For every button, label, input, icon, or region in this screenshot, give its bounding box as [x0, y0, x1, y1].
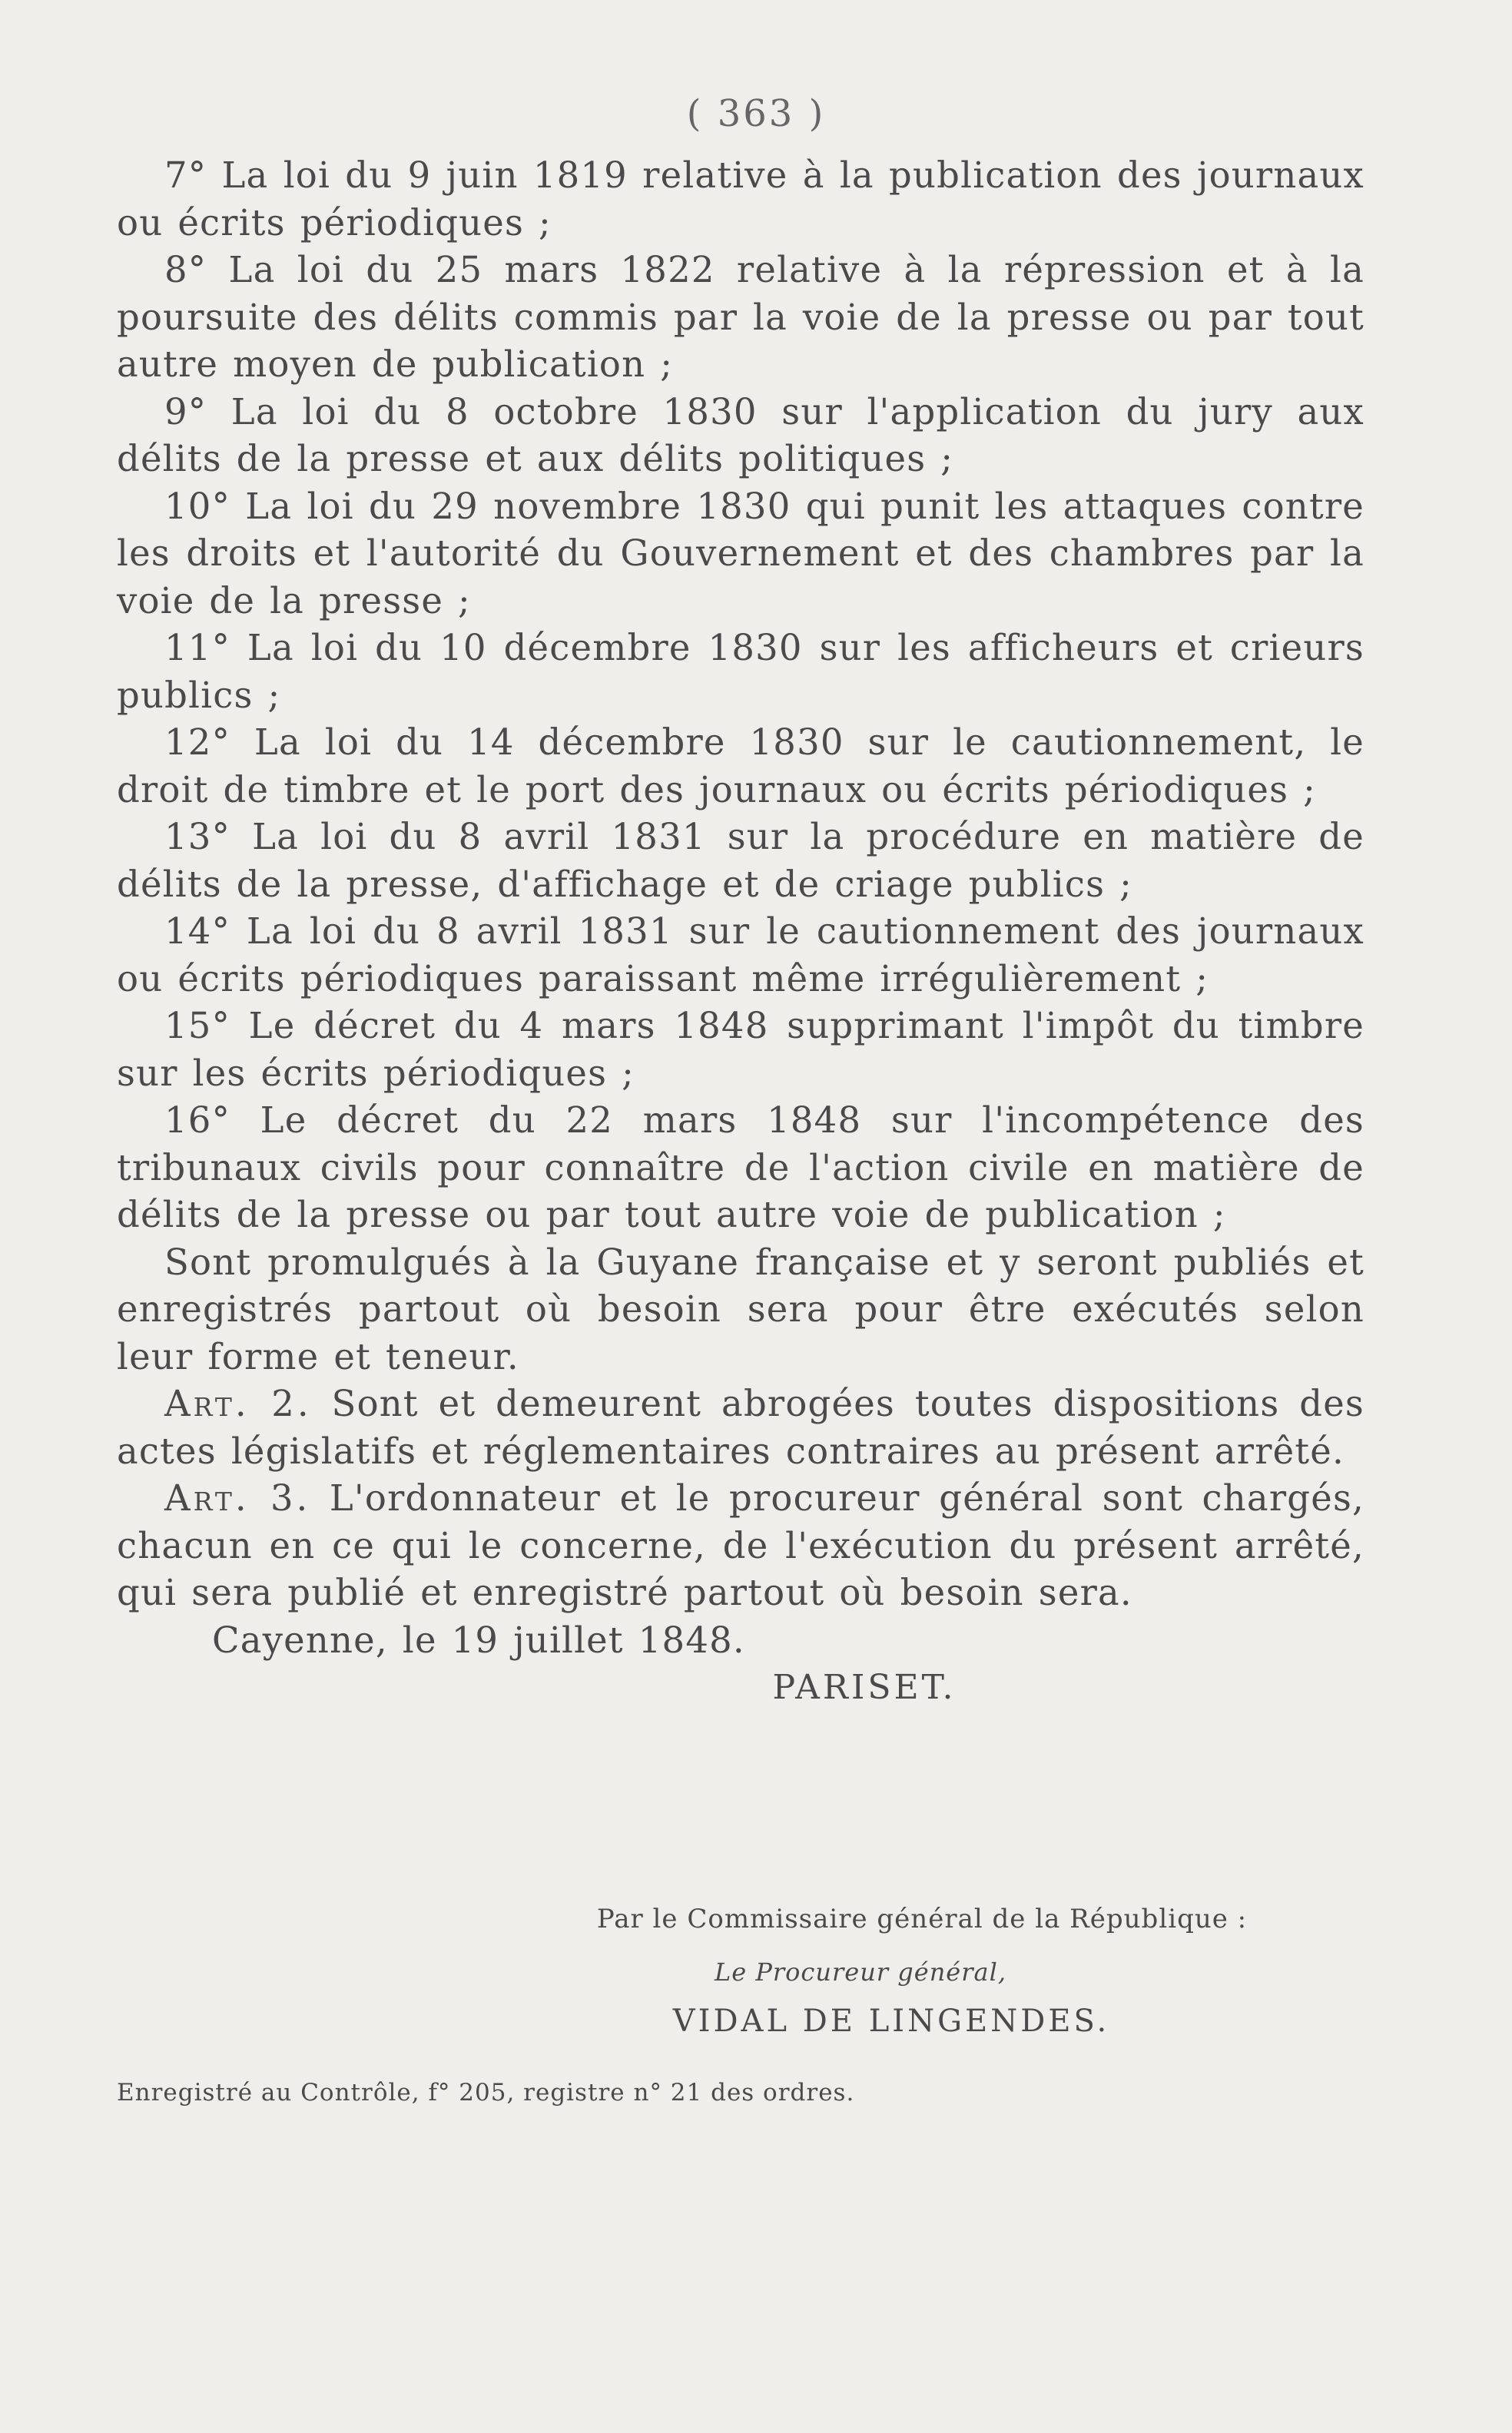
list-item-12: 12° La loi du 14 décembre 1830 sur le cautionnement, le droit de timbre et le port des journaux ou écrits périodiques ;	[117, 721, 1364, 810]
list-item-10: 10° La loi du 29 novembre 1830 qui punit les attaques contre les droits et l'autorité du Gouvernement et des chambres par la voie de la presse ;	[117, 485, 1364, 622]
list-item-14: 14° La loi du 8 avril 1831 sur le cautionnement des journaux ou écrits périodiques paraissant même irrégulièrement ;	[117, 910, 1364, 999]
article-2	[117, 1381, 1364, 1475]
list-item-8: 8° La loi du 25 mars 1822 relative à la répression et à la poursuite des délits commis par la voie de la presse ou par tout autre moyen de publication ;	[117, 249, 1364, 385]
list-item-13: 13° La loi du 8 avril 1831 sur la procédure en matière de délits de la presse, d'affichage et de criage publics ;	[117, 816, 1364, 905]
list-item-11: 11° La loi du 10 décembre 1830 sur les afficheurs et crieurs publics ;	[117, 627, 1364, 716]
promulgation-paragraph: Sont promulgués à la Guyane française et y seront publiés et enregistrés partout où besoin sera pour être exécutés selon leur forme et teneur.	[117, 1241, 1364, 1377]
registration-note: Enregistré au Contrôle, f° 205, registre n° 21 des ordres.	[117, 2079, 855, 2107]
page-number: ( 363 )	[686, 92, 826, 135]
countersign-by: Par le Commissaire général de la République :	[596, 1904, 1248, 1934]
article-2-label: Art. 2.	[164, 1383, 312, 1424]
article-3-text: L'ordonnateur et le procureur général sont chargés, chacun en ce qui le concerne, de l'exécution du présent arrêté, qui sera publié et enregistré partout où besoin sera.	[117, 1477, 1364, 1613]
list-item-9: 9° La loi du 8 octobre 1830 sur l'application du jury aux délits de la presse et aux délits politiques ;	[117, 390, 1364, 479]
signer-name: PARISET.	[772, 1668, 957, 1707]
list-item-15: 15° Le décret du 4 mars 1848 supprimant l'impôt du timbre sur les écrits périodiques ;	[117, 1005, 1364, 1094]
article-3	[117, 1475, 1364, 1617]
article-2-text: Sont et demeurent abrogées toutes dispositions des actes législatifs et réglementaires contraires au présent arrêté.	[117, 1383, 1364, 1472]
decree-body	[117, 152, 1364, 1712]
list-item-16: 16° Le décret du 22 mars 1848 sur l'incompétence des tribunaux civils pour connaître de l'action civile en matière de délits de la presse ou par tout autre voie de publication ;	[117, 1099, 1364, 1235]
countersign-title: Le Procureur général,	[714, 1957, 1007, 1987]
article-3-label: Art. 3.	[164, 1477, 311, 1519]
date-line: Cayenne, le 19 juillet 1848.	[212, 1619, 745, 1661]
list-item-7: 7° La loi du 9 juin 1819 relative à la publication des journaux ou écrits périodiques ;	[117, 154, 1364, 244]
countersign-name: VIDAL DE LINGENDES.	[672, 2004, 1110, 2039]
